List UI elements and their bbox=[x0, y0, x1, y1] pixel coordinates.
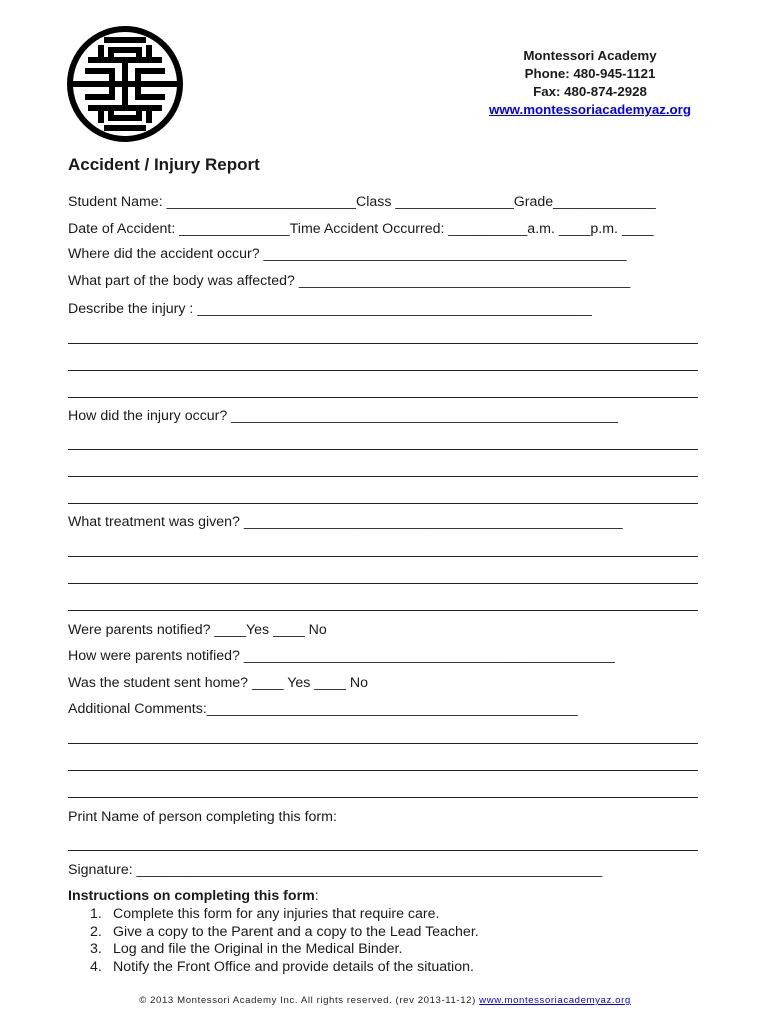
instructions-heading-text: Instructions on completing this form bbox=[68, 888, 315, 904]
blank-line bbox=[68, 770, 698, 771]
signature-line: Signature: ___________________________________________________________ bbox=[68, 862, 603, 878]
student-info-line: Student Name: ________________________Class _______________Grade_____________ bbox=[68, 194, 656, 210]
list-item-text: Give a copy to the Parent and a copy to the Lead Teacher. bbox=[113, 923, 479, 940]
blank-line bbox=[68, 397, 698, 398]
blank-line bbox=[68, 743, 698, 744]
blank-line bbox=[68, 610, 698, 611]
date-time-line: Date of Accident: ______________Time Accident Occurred: __________a.m. ____p.m. ____ bbox=[68, 221, 654, 237]
school-website-link[interactable]: www.montessoriacademyaz.org bbox=[489, 102, 691, 117]
list-item bbox=[68, 906, 479, 924]
instructions-heading-colon: : bbox=[314, 888, 319, 904]
instructions-list bbox=[68, 906, 479, 977]
school-name: Montessori Academy bbox=[523, 48, 657, 63]
treatment-line: What treatment was given? ________________________________________________ bbox=[68, 514, 623, 530]
additional-comments-line: Additional Comments:_______________________________________________ bbox=[68, 701, 578, 717]
school-fax: Fax: 480-874-2928 bbox=[533, 84, 647, 99]
list-item-number: 4. bbox=[90, 959, 102, 976]
how-injury-line: How did the injury occur? _________________________________________________ bbox=[68, 408, 618, 424]
list-item-text: Log and file the Original in the Medical Binder. bbox=[113, 941, 403, 958]
list-item bbox=[68, 941, 479, 959]
blank-line bbox=[68, 476, 698, 477]
school-phone: Phone: 480-945-1121 bbox=[524, 66, 656, 81]
footer bbox=[0, 995, 770, 1006]
blank-line bbox=[68, 370, 698, 371]
list-item-number: 3. bbox=[90, 941, 102, 958]
blank-line bbox=[68, 503, 698, 504]
list-item-number: 1. bbox=[90, 906, 102, 922]
list-item bbox=[68, 924, 479, 942]
footer-website-link[interactable]: www.montessoriacademyaz.org bbox=[479, 995, 631, 1006]
list-item bbox=[68, 959, 479, 977]
accident-location-line: Where did the accident occur? ______________________________________________ bbox=[68, 246, 627, 262]
celtic-knot-logo-icon bbox=[67, 26, 183, 142]
list-item-text: Notify the Front Office and provide details of the situation. bbox=[113, 959, 474, 976]
blank-line bbox=[68, 797, 698, 798]
blank-line bbox=[68, 449, 698, 450]
print-name-line: Print Name of person completing this form: bbox=[68, 809, 337, 825]
body-part-line: What part of the body was affected? __________________________________________ bbox=[68, 273, 631, 289]
list-item-number: 2. bbox=[90, 923, 102, 940]
how-notified-line: How were parents notified? _______________________________________________ bbox=[68, 648, 615, 664]
blank-line bbox=[68, 850, 698, 851]
describe-injury-line: Describe the injury : __________________________________________________ bbox=[68, 301, 592, 317]
blank-line bbox=[68, 556, 698, 557]
instructions-heading bbox=[68, 888, 319, 904]
blank-line bbox=[68, 583, 698, 584]
blank-line bbox=[68, 343, 698, 344]
footer-copyright: © 2013 Montessori Academy Inc. All rights reserved. (rev 2013-11-12) bbox=[139, 995, 480, 1006]
form-title: Accident / Injury Report bbox=[68, 155, 260, 174]
list-item-text: Complete this form for any injuries that require care. bbox=[113, 906, 440, 922]
sent-home-line: Was the student sent home? ____ Yes ____ No bbox=[68, 675, 368, 691]
parents-notified-line: Were parents notified? ____Yes ____ No bbox=[68, 622, 327, 638]
